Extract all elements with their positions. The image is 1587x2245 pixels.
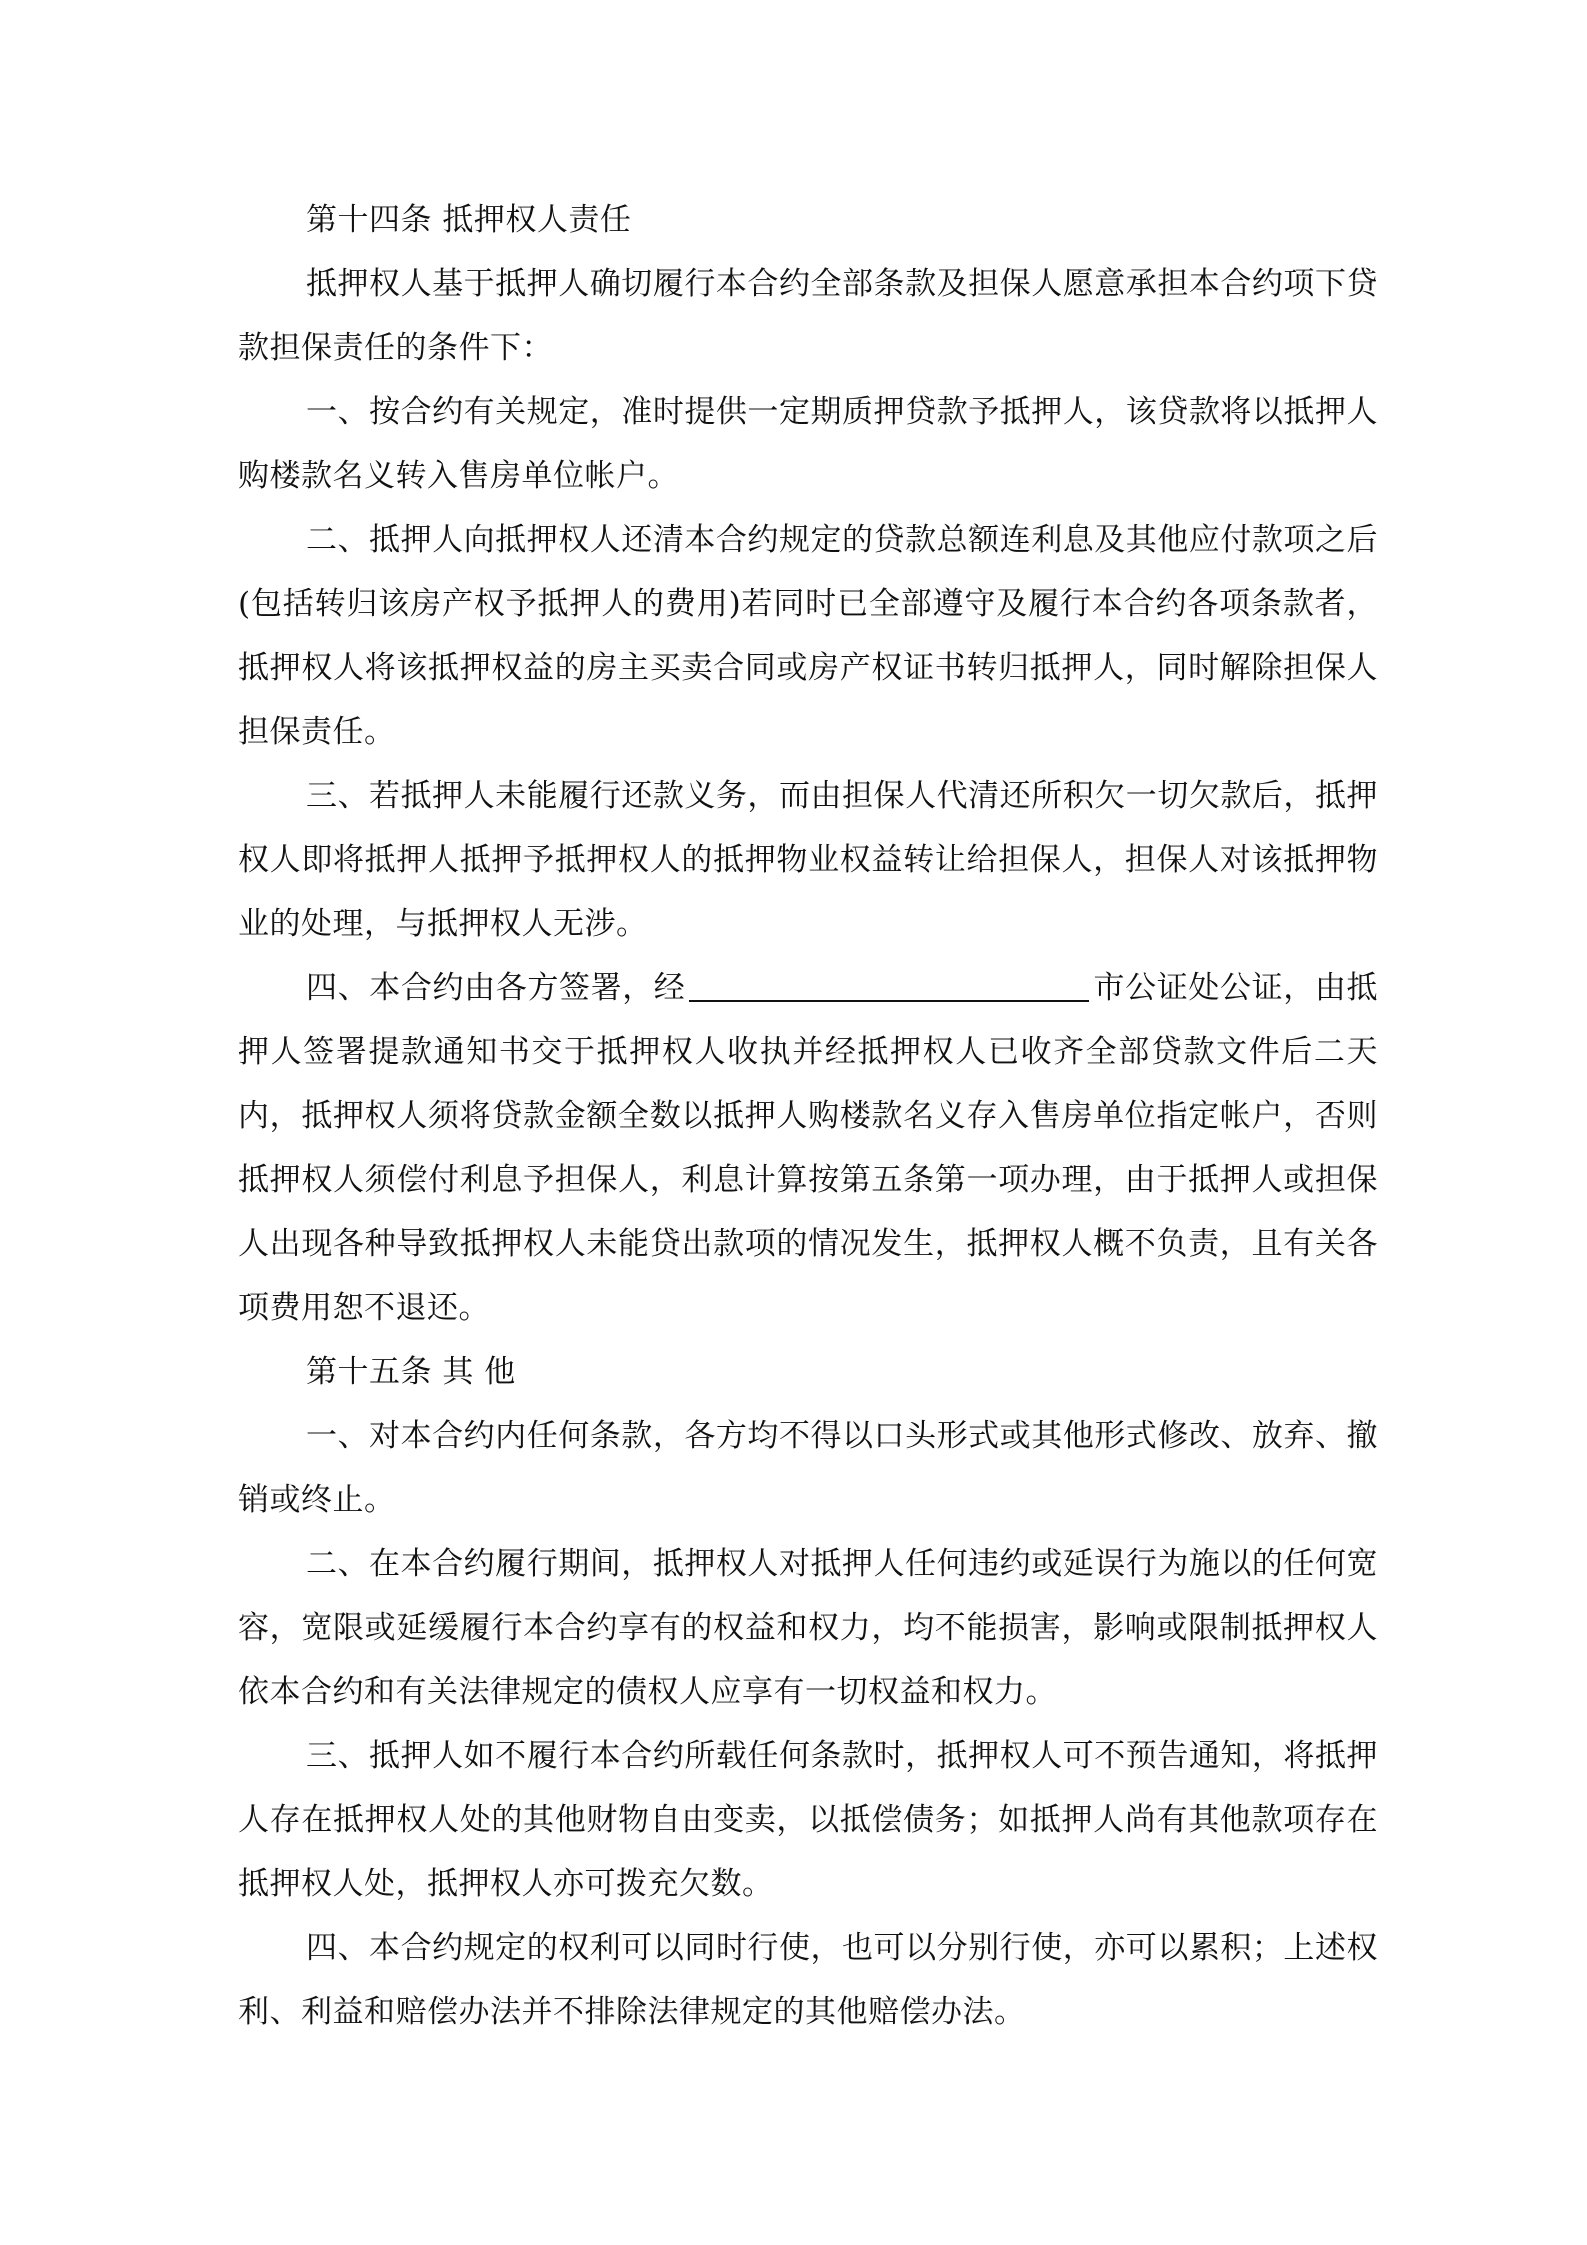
- article-14-item-1: 一、按合约有关规定，准时提供一定期质押贷款予抵押人，该贷款将以抵押人购楼款名义转入售房单位帐户。: [238, 394, 1378, 494]
- article-15-item-3: 三、抵押人如不履行本合约所载任何条款时，抵押权人可不预告通知，将抵押人存在抵押权人处的其他财物自由变卖，以抵偿债务；如抵押人尚有其他款项存在抵押权人处，抵押权人亦可拨充欠数。: [238, 1738, 1378, 1902]
- article-15-item-4: 四、本合约规定的权利可以同时行使，也可以分别行使，亦可以累积；上述权利、利益和赔偿办法并不排除法律规定的其他赔偿办法。: [238, 1930, 1378, 2030]
- article-14-item-2: 二、抵押人向抵押权人还清本合约规定的贷款总额连利息及其他应付款项之后(包括转归该房产权予抵押人的费用)若同时已全部遵守及履行本合约各项条款者，抵押权人将该抵押权益的房主买卖合同或房产权证书转归抵押人，同时解除担保人担保责任。: [238, 522, 1378, 750]
- article-15-item-1: 一、对本合约内任何条款，各方均不得以口头形式或其他形式修改、放弃、撤销或终止。: [238, 1418, 1378, 1518]
- article-14-title: 第十四条 抵押权人责任: [306, 202, 632, 238]
- article-14-item-4-after: 市公证处公证，由抵押人签署提款通知书交于抵押权人收执并经抵押权人已收齐全部贷款文件后二天内，抵押权人须将贷款金额全数以抵押人购楼款名义存入售房单位指定帐户，否则抵押权人须偿付利息予担保人，利息计算按第五条第一项办理，由于抵押人或担保人出现各种导致抵押权人未能贷出款项的情况发生，抵押权人概不负责，且有关各项费用恕不退还。: [238, 970, 1379, 1326]
- article-14-item-3: 三、若抵押人未能履行还款义务，而由担保人代清还所积欠一切欠款后，抵押权人即将抵押人抵押予抵押权人的抵押物业权益转让给担保人，担保人对该抵押物业的处理，与抵押权人无涉。: [238, 778, 1378, 942]
- notary-city-blank: [689, 970, 1089, 1002]
- article-14-item-4: [238, 956, 1378, 1340]
- article-15-item-2: 二、在本合约履行期间，抵押权人对抵押人任何违约或延误行为施以的任何宽容，宽限或延缓履行本合约享有的权益和权力，均不能损害，影响或限制抵押权人依本合约和有关法律规定的债权人应享有一切权益和权力。: [238, 1546, 1378, 1710]
- article-14-intro: 抵押权人基于抵押人确切履行本合约全部条款及担保人愿意承担本合约项下贷款担保责任的条件下：: [238, 266, 1378, 366]
- document-body: [238, 188, 1378, 2044]
- article-15-title: 第十五条 其 他: [306, 1354, 516, 1390]
- article-14-item-4-before: 四、本合约由各方签署，经: [306, 970, 686, 1006]
